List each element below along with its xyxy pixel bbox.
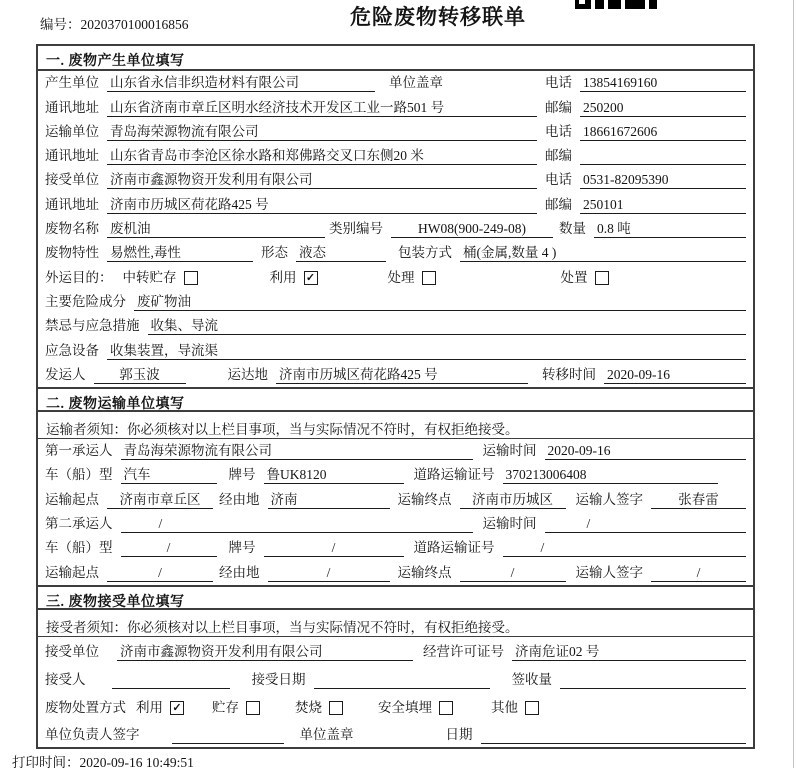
terminus2-label: 运输终点	[397, 564, 452, 580]
row-vehicle1	[38, 463, 753, 487]
window-edge-line	[793, 0, 794, 768]
checkbox-unchecked-icon	[422, 271, 436, 285]
zip2-value	[580, 147, 746, 165]
row-responsible-signature	[38, 720, 753, 748]
addr1-value: 山东省济南市章丘区明水经济技术开发区工业一路501 号	[107, 99, 537, 117]
contraindication-label: 禁忌与应急措施	[45, 318, 140, 334]
serial-number-value: 2020370100016856	[80, 17, 189, 32]
equipment-label: 应急设备	[45, 342, 99, 358]
row-receive-unit-left	[45, 171, 545, 189]
row-transport-address	[38, 144, 753, 168]
disposal-option-other	[491, 699, 539, 717]
checkbox-unchecked-icon	[525, 701, 539, 715]
time2-value: /	[545, 515, 747, 533]
purpose-option-treat	[388, 269, 436, 287]
row-receive-person	[38, 664, 753, 692]
purpose-option-transfer-storage-label: 中转贮存	[122, 269, 177, 285]
contraindication-value: 收集、导流	[148, 317, 747, 335]
checkbox-checked-icon: ✓	[170, 701, 184, 715]
unit-seal2-label: 单位盖章	[299, 727, 354, 743]
transporter-notice: 运输者须知：你必须核对以上栏目事项，当与实际情况不符时，有权拒绝接受。	[38, 412, 753, 439]
permit-label: 经营许可证号	[423, 644, 504, 660]
row-route2	[38, 560, 753, 584]
disposal-label: 废物处置方式	[45, 699, 126, 715]
phone1-value: 13854169160	[580, 74, 746, 92]
row-receive-address-left	[45, 196, 545, 214]
date-value	[481, 726, 747, 744]
receive-person-label: 接受人	[45, 672, 86, 688]
via2-label: 经由地	[219, 564, 260, 580]
row-first-carrier	[38, 439, 753, 463]
disposal-option-storage	[212, 699, 260, 717]
qr-block	[649, 0, 657, 9]
row-shipper	[38, 363, 753, 387]
vehicle1-label: 车（船）型	[45, 467, 113, 483]
print-time-label: 打印时间：	[12, 755, 80, 768]
road-license1-label: 道路运输证号	[413, 467, 495, 483]
waste-name-label: 废物名称	[45, 221, 99, 237]
origin2-label: 运输起点	[45, 564, 99, 580]
section2-header: 二. 废物运输单位填写	[38, 387, 753, 412]
carrier1-value: 青岛海荣源物流有限公司	[121, 442, 473, 460]
zip1-label: 邮编	[545, 99, 572, 115]
receive-unit-value: 济南市鑫源物资开发利用有限公司	[117, 643, 413, 661]
origin1-label: 运输起点	[45, 491, 99, 507]
time2-label: 运输时间	[482, 516, 537, 532]
transfer-manifest-form	[36, 44, 755, 749]
phone3-value: 0531-82095390	[580, 171, 746, 189]
responsible-sign-label: 单位负责人签字	[45, 727, 140, 743]
unit-seal-label: 单位盖章	[389, 75, 443, 91]
disposal-option-landfill-label: 安全填埋	[378, 699, 432, 715]
via2-value: /	[268, 564, 390, 582]
responsible-sign-value	[172, 726, 284, 744]
origin2-value: /	[107, 564, 213, 582]
page-title: 危险废物转移联单	[350, 5, 526, 29]
addr2-label: 通讯地址	[45, 148, 99, 164]
checkbox-unchecked-icon	[439, 701, 453, 715]
row-receive-address	[38, 192, 753, 216]
purpose-option-utilize-label: 利用	[269, 269, 297, 285]
checkbox-unchecked-icon	[246, 701, 260, 715]
disposal-option-other-label: 其他	[491, 699, 518, 715]
characteristics-label: 废物特性	[45, 245, 99, 261]
characteristics-value: 易燃性,毒性	[107, 244, 253, 262]
checkbox-unchecked-icon	[329, 701, 343, 715]
vehicle2-value: /	[121, 539, 217, 557]
receiver-value: 济南市鑫源物资开发利用有限公司	[107, 171, 537, 189]
road-license2-value: /	[503, 539, 747, 557]
document-header	[0, 0, 796, 42]
zip3-value: 250101	[580, 196, 746, 214]
receive-person-value	[112, 671, 230, 689]
packing-value: 桶(金属,数量 4 )	[460, 244, 746, 262]
packing-label: 包装方式	[398, 245, 452, 261]
terminus1-label: 运输终点	[397, 491, 452, 507]
purpose-option-dispose-label: 处置	[560, 269, 588, 285]
row-hazard-components	[38, 290, 753, 314]
row-transport-unit-left	[45, 123, 545, 141]
qr-block	[575, 0, 591, 9]
purpose-label: 外运目的：	[45, 269, 113, 285]
carrier1-label: 第一承运人	[45, 443, 113, 459]
disposal-option-landfill	[378, 699, 453, 717]
sign2-label: 运输人签字	[575, 564, 643, 580]
shipper-value: 郭玉波	[94, 366, 186, 384]
quantity-value: 0.8 吨	[594, 220, 746, 238]
phone2-value: 18661672606	[580, 123, 746, 141]
row-producer-address	[38, 95, 753, 119]
producer-value: 山东省永信非织造材料有限公司	[107, 74, 375, 92]
form-label: 形态	[261, 245, 288, 261]
addr2-value: 山东省青岛市李沧区徐水路和郑佛路交叉口东侧20 米	[107, 147, 537, 165]
via1-value: 济南	[268, 491, 390, 509]
plate2-label: 牌号	[228, 540, 256, 556]
qr-block	[608, 0, 621, 9]
equipment-value: 收集装置，导流渠	[107, 342, 746, 360]
carrier2-label: 第二承运人	[45, 516, 113, 532]
received-amount-label: 签收量	[511, 672, 552, 688]
qr-code-fragment	[575, 0, 657, 9]
row-receive-unit	[38, 168, 753, 192]
section3-header: 三. 废物接受单位填写	[38, 585, 753, 610]
plate2-value: /	[264, 539, 404, 557]
sign2-value: /	[651, 564, 746, 582]
row-route1	[38, 487, 753, 511]
row-transport-address-left	[45, 147, 545, 165]
purpose-option-utilize	[270, 269, 318, 287]
time1-label: 运输时间	[482, 443, 537, 459]
category-value: HW08(900-249-08)	[391, 220, 553, 238]
row-waste-characteristics	[38, 241, 753, 265]
purpose-option-treat-label: 处理	[387, 269, 415, 285]
qr-block	[625, 0, 645, 9]
disposal-option-incinerate	[295, 699, 343, 717]
phone2-label: 电话	[545, 123, 572, 139]
permit-value: 济南危证02 号	[512, 643, 746, 661]
purpose-option-transfer-storage	[123, 269, 198, 287]
row-second-carrier	[38, 512, 753, 536]
vehicle2-label: 车（船）型	[45, 540, 113, 556]
addr1-label: 通讯地址	[45, 99, 99, 115]
section1-header: 一. 废物产生单位填写	[38, 46, 753, 71]
receiver-label: 接受单位	[45, 172, 99, 188]
sign1-value: 张春雷	[651, 491, 746, 509]
disposal-option-utilize	[136, 699, 184, 717]
serial-number-label: 编号：	[40, 17, 81, 32]
row-waste-name	[38, 217, 753, 241]
qr-block	[595, 0, 604, 9]
row-contraindication	[38, 314, 753, 338]
purpose-option-dispose	[561, 269, 609, 287]
terminus2-value: /	[460, 564, 566, 582]
transfer-time-value: 2020-09-16	[604, 366, 746, 384]
row-vehicle2	[38, 536, 753, 560]
plate1-value: 鲁UK8120	[264, 466, 404, 484]
zip2-label: 邮编	[545, 148, 572, 164]
origin1-value: 济南市章丘区	[107, 491, 213, 509]
receive-unit-label: 接受单位	[45, 644, 99, 660]
via1-label: 经由地	[219, 491, 260, 507]
receiver-notice: 接受者须知：你必须核对以上栏目事项，当与实际情况不符时，有权拒绝接受。	[38, 610, 753, 637]
checkbox-unchecked-icon	[184, 271, 198, 285]
row-producer-left	[45, 74, 545, 92]
print-time	[12, 751, 194, 768]
producer-label: 产生单位	[45, 75, 99, 91]
waste-name-value: 废机油	[107, 220, 325, 238]
hazard-label: 主要危险成分	[45, 293, 126, 309]
phone1-label: 电话	[545, 75, 572, 91]
row-outbound-purpose	[38, 265, 753, 289]
sign1-label: 运输人签字	[575, 491, 643, 507]
addr3-label: 通讯地址	[45, 196, 99, 212]
received-amount-value	[560, 671, 746, 689]
row-disposal-method	[38, 692, 753, 720]
phone3-label: 电话	[545, 172, 572, 188]
addr3-value: 济南市历城区荷花路425 号	[107, 196, 537, 214]
transfer-time-label: 转移时间	[542, 366, 596, 382]
quantity-label: 数量	[559, 221, 586, 237]
row-emergency-equipment	[38, 338, 753, 362]
checkbox-checked-icon: ✓	[304, 271, 318, 285]
date-label: 日期	[445, 727, 473, 743]
form-value: 液态	[296, 244, 386, 262]
terminus1-value: 济南市历城区	[460, 491, 566, 509]
transporter-value: 青岛海荣源物流有限公司	[107, 123, 537, 141]
time1-value: 2020-09-16	[545, 442, 747, 460]
road-license1-value: 370213006408	[503, 466, 719, 484]
checkbox-unchecked-icon	[595, 271, 609, 285]
transporter-label: 运输单位	[45, 123, 99, 139]
receive-date-value	[314, 671, 490, 689]
row-receive-unit2	[38, 637, 753, 665]
zip3-label: 邮编	[545, 196, 572, 212]
disposal-option-storage-label: 贮存	[212, 699, 239, 715]
plate1-label: 牌号	[228, 467, 256, 483]
receive-date-label: 接受日期	[251, 672, 306, 688]
disposal-option-utilize-label: 利用	[136, 699, 163, 715]
category-label: 类别编号	[329, 221, 383, 237]
vehicle1-value: 汽车	[121, 466, 217, 484]
hazard-value: 废矿物油	[134, 293, 746, 311]
carrier2-value: /	[121, 515, 473, 533]
zip1-value: 250200	[580, 99, 746, 117]
road-license2-label: 道路运输证号	[413, 540, 495, 556]
destination-label: 运达地	[227, 366, 268, 382]
row-producer-address-left	[45, 99, 545, 117]
disposal-option-incinerate-label: 焚烧	[295, 699, 322, 715]
destination-value: 济南市历城区荷花路425 号	[276, 366, 528, 384]
row-transport-unit	[38, 120, 753, 144]
print-time-value: 2020-09-16 10:49:51	[79, 755, 194, 768]
row-producer	[38, 71, 753, 95]
shipper-label: 发运人	[45, 366, 86, 382]
